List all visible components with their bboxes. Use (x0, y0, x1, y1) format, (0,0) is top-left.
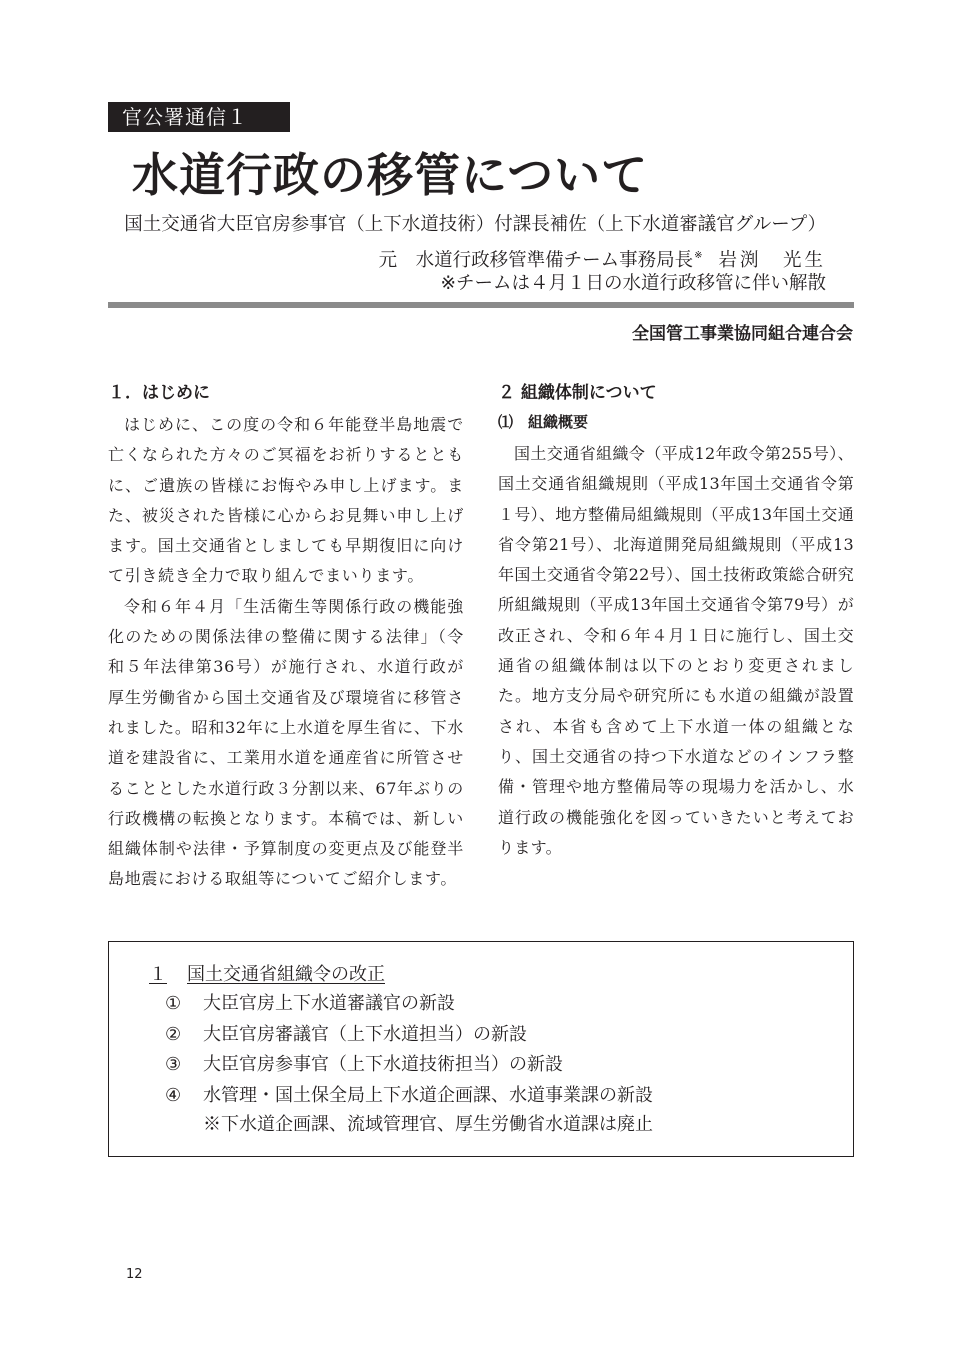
amendment-box (108, 941, 854, 1157)
list-item (165, 1050, 653, 1081)
page-number: 12 (126, 1267, 143, 1282)
list-item-mark: ① (165, 993, 182, 1014)
list-item (165, 1020, 653, 1051)
box-title-text: 国土交通省組織令の改正 (187, 964, 385, 985)
author-role: 元 水道行政移管準備チーム事務局長 (378, 250, 694, 271)
author-note: ※チームは４月１日の水道行政移管に伴い解散 (440, 273, 826, 294)
list-item-text: 大臣官房上下水道審議官の新設 (203, 993, 455, 1014)
intro-paragraph-2: 令和６年４月「生活衛生等関係行政の機能強化のための関係法律の整備に関する法律」（令和５年法律第36号）が施行され、水道行政が厚生労働省から国土交通省及び環境省に移管されました。昭和32年に上水道を厚生省に、下水道を建設省に、工業用水道を通産省に所管させることとした水道行政３分割以来、67年ぶりの行政機構の転換となります。本稿では、新しい組織体制や法律・予算制度の変更点及び能登半島地震における取組等についてご紹介します。 (108, 596, 464, 889)
author-role-line (379, 243, 826, 274)
intro-paragraph-1: はじめに、この度の令和６年能登半島地震で亡くなられた方々のご冥福をお祈りするとともに、ご遺族の皆様にお悔やみ申し上げます。また、被災された皆様に心からお見舞い申し上げます。国土交通省としましても早期復旧に向けて引き続き全力で取り組んでまいります。 (108, 415, 464, 586)
author-name: 岩渕 光生 (718, 250, 826, 271)
list-item-text: 大臣官房審議官（上下水道担当）の新設 (203, 1023, 527, 1045)
organization-paragraph-1: 国土交通省組織令（平成12年政令第255号）、国土交通省組織規則（平成13年国土交通省令第１号）、地方整備局組織規則（平成13年国土交通省令第21号）、北海道開発局組織規則（平成13年国土交通省令第22号）、国土技術政策総合研究所組織規則（平成13年国土交通省令第79号）が改正され、令和６年４月１日に施行し、国土交通省の組織体制は以下のとおり変更されました。地方支分局や研究所にも水道の組織が設置され、本省も含めて上下水道一体の組織となり、国土交通省の持つ下水道などのインフラ整備・管理や地方整備局等の現場力を活かし、水道行政の機能強化を図っていきたいと考えております。 (498, 444, 854, 857)
organization-heading: ２ 組織体制について (498, 383, 657, 403)
intro-section (108, 380, 464, 895)
box-note: ※下水道企画課、流域管理官、厚生労働省水道課は廃止 (203, 1114, 653, 1135)
list-item (165, 1081, 653, 1112)
list-item-mark: ③ (165, 1054, 182, 1075)
organization-section (498, 380, 854, 863)
list-item-text: 水管理・国土保全局上下水道企画課、水道事業課の新設 (203, 1084, 653, 1106)
article-title: 水道行政の移管について (132, 148, 649, 202)
box-title-number: １ (149, 964, 167, 985)
list-item-mark: ② (165, 1023, 182, 1045)
organization-subheading: ⑴ 組織概要 (498, 413, 589, 431)
header-divider (108, 302, 854, 308)
list-item (165, 989, 653, 1020)
organization-name: 全国管工事業協同組合連合会 (632, 324, 853, 344)
amendment-list (165, 989, 653, 1111)
author-note-mark: ※ (694, 250, 703, 261)
list-item-mark: ④ (165, 1084, 182, 1106)
category-label: 官公署通信１ (108, 102, 290, 132)
intro-heading: １．はじめに (108, 383, 210, 403)
author-affiliation: 国土交通省大臣官房参事官（上下水道技術）付課長補佐（上下水道審議官グループ） (124, 214, 826, 235)
box-title (149, 962, 385, 988)
list-item-text: 大臣官房参事官（上下水道技術担当）の新設 (203, 1054, 563, 1075)
